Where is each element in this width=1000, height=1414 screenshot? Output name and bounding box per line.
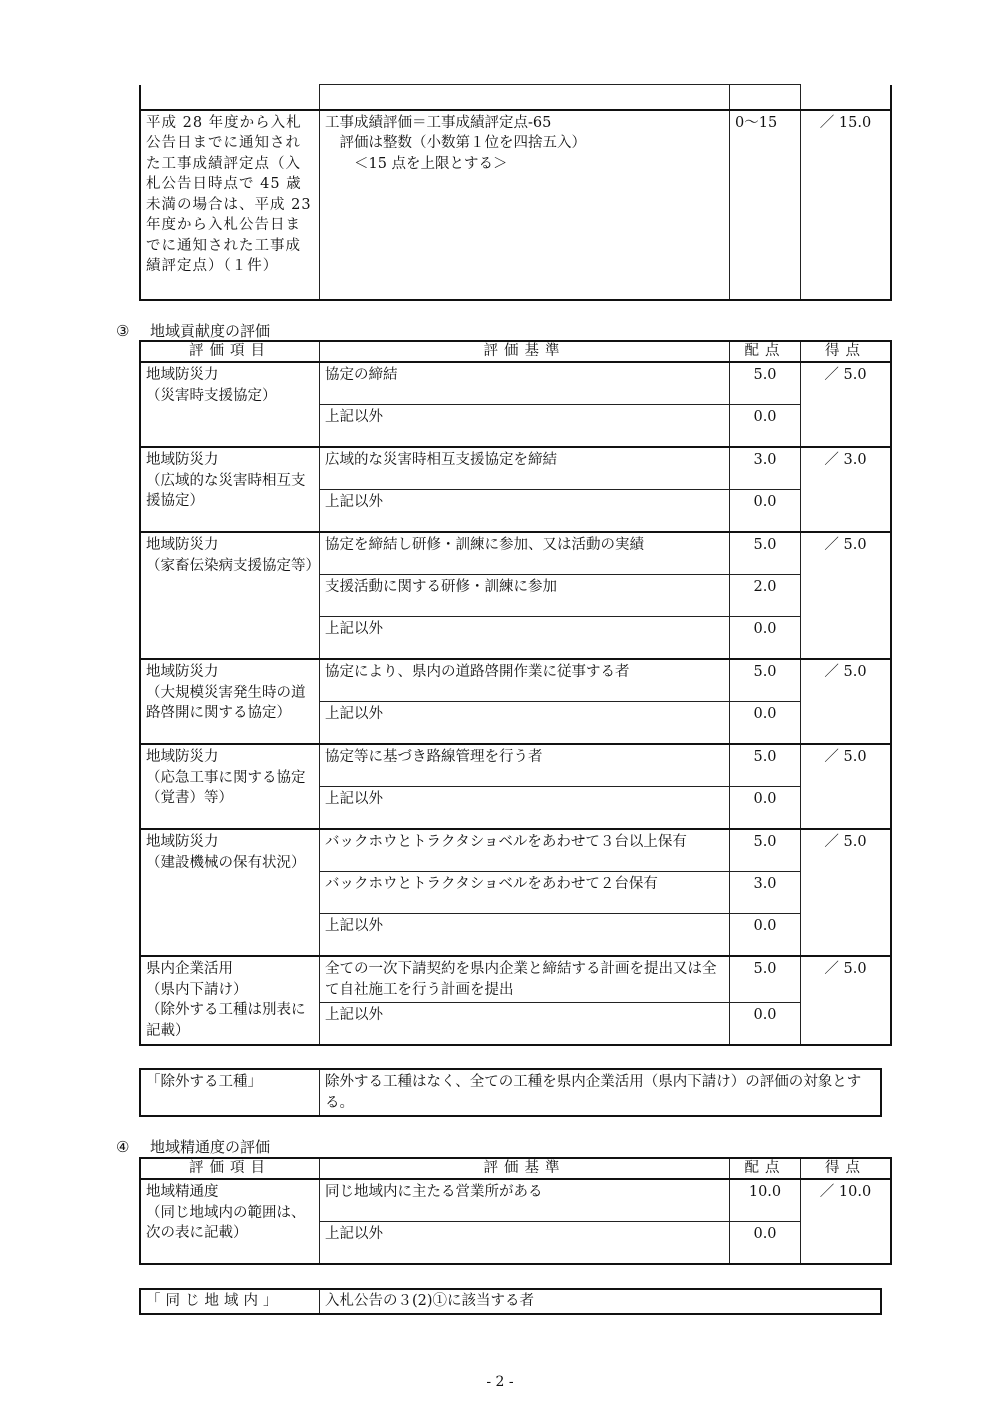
criteria-cell: 上記以外: [320, 1003, 730, 1046]
score-cell: ／ 5.0: [801, 532, 892, 659]
table-row: [140, 362, 891, 405]
header-points: 配点: [730, 341, 801, 362]
score-cell: ／ 5.0: [801, 659, 892, 744]
criteria-cell: 上記以外: [320, 702, 730, 745]
score-cell: ／ 5.0: [801, 744, 892, 829]
section-title-text: 地域精通度の評価: [150, 1138, 271, 1156]
header-score: 得点: [801, 341, 892, 362]
header-points: 配点: [730, 1158, 801, 1179]
table-row: [140, 659, 891, 702]
points-cell: 0.0: [730, 1222, 801, 1265]
points-cell: 0.0: [730, 914, 801, 957]
blank-cell: [320, 85, 730, 110]
evaluation-item: 県内企業活用 （県内下請け） （除外する工種は別表に記載）: [140, 956, 320, 1045]
criteria-cell: 同じ地域内に主たる営業所がある: [320, 1179, 730, 1222]
points-cell: 5.0: [730, 829, 801, 872]
points-cell: 0.0: [730, 787, 801, 830]
table-row: [140, 829, 891, 872]
region-note-table: [139, 1288, 882, 1315]
regional-familiarity-table: [139, 1157, 892, 1265]
header-score: 得点: [801, 1158, 892, 1179]
criteria-line: ＜15 点を上限とする＞: [325, 155, 508, 172]
criteria-cell: 協定等に基づき路線管理を行う者: [320, 744, 730, 787]
section-3-title: [116, 320, 270, 341]
criteria-line: 工事成績評価＝工事成績評定点-65: [325, 114, 552, 131]
table-row: [140, 956, 891, 1003]
table-row: [140, 744, 891, 787]
criteria-cell: 上記以外: [320, 405, 730, 448]
page-number: - 2 -: [486, 1374, 514, 1390]
region-label: 「同じ地域内」: [140, 1289, 320, 1314]
points-cell: 0.0: [730, 702, 801, 745]
score-cell: ／ 10.0: [801, 1179, 892, 1264]
evaluation-item: 地域防災力 （災害時支援協定）: [140, 362, 320, 447]
score-cell: ／ 15.0: [801, 110, 892, 300]
points-cell: 5.0: [730, 659, 801, 702]
evaluation-item: 地域防災力 （建設機械の保有状況）: [140, 829, 320, 956]
score-cell: ／ 5.0: [801, 956, 892, 1045]
evaluation-criteria: [320, 110, 730, 300]
points-cell: 5.0: [730, 532, 801, 575]
table-row: [140, 532, 891, 575]
section-number: ④: [116, 1138, 130, 1156]
region-text: 入札公告の３(2)①に該当する者: [320, 1289, 882, 1314]
criteria-cell: バックホウとトラクタショベルをあわせて２台保有: [320, 872, 730, 914]
criteria-cell: 全ての一次下請契約を県内企業と締結する計画を提出又は全て自社施工を行う計画を提出: [320, 956, 730, 1003]
blank-cell: [730, 85, 801, 110]
evaluation-item: 地域防災力 （応急工事に関する協定（覚書）等）: [140, 744, 320, 829]
criteria-cell: 上記以外: [320, 787, 730, 830]
criteria-line: 評価は整数（小数第１位を四捨五入）: [325, 135, 586, 151]
table-row: [140, 447, 891, 490]
points-cell: 5.0: [730, 362, 801, 405]
regional-contribution-table: [139, 340, 892, 1046]
criteria-cell: 協定により、県内の道路啓開作業に従事する者: [320, 659, 730, 702]
section-title-text: 地域貢献度の評価: [150, 322, 271, 340]
points-cell: 0.0: [730, 490, 801, 533]
points-cell: 10.0: [730, 1179, 801, 1222]
points-cell: 5.0: [730, 956, 801, 1003]
exclusion-label: 「除外する工種」: [140, 1069, 320, 1116]
criteria-cell: 上記以外: [320, 490, 730, 533]
criteria-cell: 協定を締結し研修・訓練に参加、又は活動の実績: [320, 532, 730, 575]
exclusion-note-table: [139, 1068, 882, 1117]
score-cell: ／ 5.0: [801, 362, 892, 447]
exclusion-text: 除外する工種はなく、全ての工種を県内企業活用（県内下請け）の評価の対象とする。: [320, 1069, 882, 1116]
header-item: 評価項目: [140, 341, 320, 362]
header-criteria: 評価基準: [320, 341, 730, 362]
blank-cell: [801, 85, 892, 110]
points-cell: 0.0: [730, 617, 801, 660]
criteria-cell: 上記以外: [320, 1222, 730, 1265]
points-cell: 0.0: [730, 405, 801, 448]
evaluation-item: 地域精通度 （同じ地域内の範囲は、次の表に記載）: [140, 1179, 320, 1264]
header-criteria: 評価基準: [320, 1158, 730, 1179]
points-cell: 5.0: [730, 744, 801, 787]
evaluation-item: 平成 28 年度から入札公告日までに通知された工事成績評定点（入札公告日時点で 45 歳未満の場合は、平成 23 年度から入札公告日までに通知された工事成績評定点）（１件）: [140, 110, 320, 300]
header-item: 評価項目: [140, 1158, 320, 1179]
criteria-cell: 広域的な災害時相互支援協定を締結: [320, 447, 730, 490]
criteria-cell: バックホウとトラクタショベルをあわせて３台以上保有: [320, 829, 730, 872]
criteria-cell: 協定の締結: [320, 362, 730, 405]
evaluation-item: 地域防災力 （家畜伝染病支援協定等）: [140, 532, 320, 659]
section-number: ③: [116, 322, 130, 340]
points-cell: 2.0: [730, 575, 801, 617]
score-cell: ／ 5.0: [801, 829, 892, 956]
evaluation-item: 地域防災力 （広域的な災害時相互支援協定）: [140, 447, 320, 532]
construction-score-table: [139, 84, 892, 301]
blank-cell: [140, 85, 320, 110]
points-cell: 0～15: [730, 110, 801, 300]
criteria-cell: 上記以外: [320, 617, 730, 660]
criteria-cell: 支援活動に関する研修・訓練に参加: [320, 575, 730, 617]
evaluation-item: 地域防災力 （大規模災害発生時の道路啓開に関する協定）: [140, 659, 320, 744]
points-cell: 3.0: [730, 447, 801, 490]
criteria-cell: 上記以外: [320, 914, 730, 957]
section-4-title: [116, 1136, 270, 1157]
points-cell: 0.0: [730, 1003, 801, 1046]
score-cell: ／ 3.0: [801, 447, 892, 532]
points-cell: 3.0: [730, 872, 801, 914]
